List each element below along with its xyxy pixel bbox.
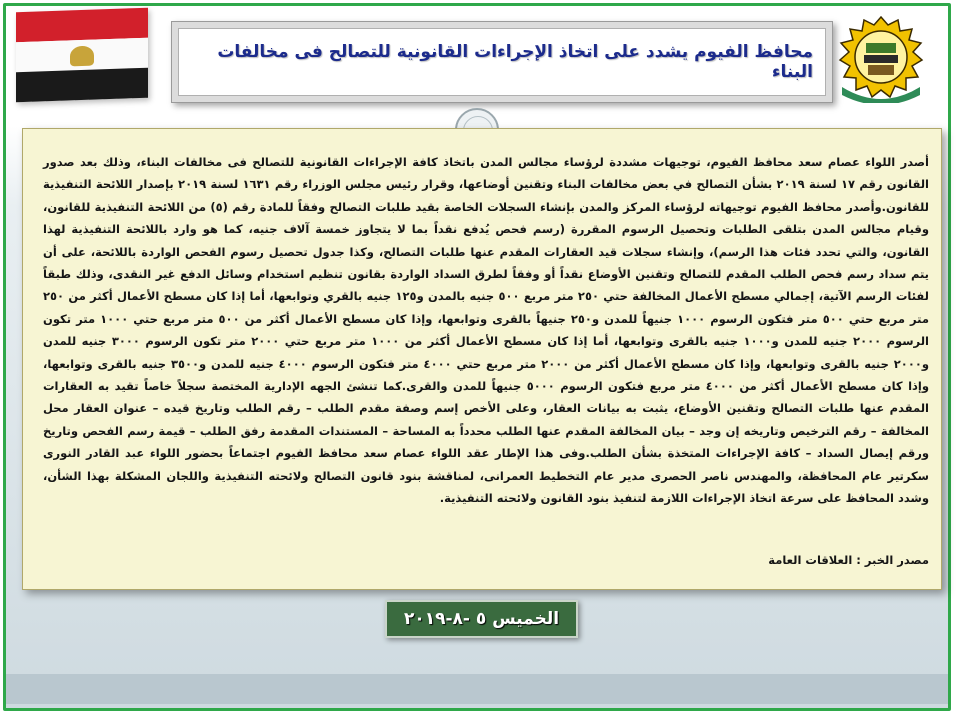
news-source: مصدر الخبر : العلاقات العامة xyxy=(768,553,929,567)
date-badge xyxy=(385,600,578,638)
date-text: الخميس ٥ -٨-٢٠١٩ xyxy=(403,609,560,629)
egypt-flag-icon xyxy=(16,8,148,103)
article-body: أصدر اللواء عصام سعد محافظ الفيوم، توجيهات مشددة لرؤساء مجالس المدن باتخاذ كافة الإجراءات القانونية للتصالح فى مخالفات البناء، وذلك بعد صدور القانون رقم ١٧ لسنة ٢٠١٩ بشأن التصالح في بعض مخالفات البناء وتقنين أوضاعها، وقرار رئيس مجلس الوزراء رقم ١٦٣١ لسنة ٢٠١٩ بإصدار اللائحة التنفيذية للقانون.وأصدر محافظ الفيوم توجيهاته لرؤساء المركز والمدن بإنشاء السجلات الخاصة بقيد طلبات التصالح وفقاً للمادة رقم (٥) من اللائحة التنفيذية للقانون، وقيام مجالس المدن بتلقى الطلبات وتحصيل الرسوم المقررة (رسم فحص يُدفع نقداً بما لا يتجاوز خمسة آلاف جنيه، كما هو وارد باللائحة التنفيذية لهذا القانون، والتي تحدد فئات هذا الرسم)، وإنشاء سجلات قيد العقارات المقدم عنها طلبات التصالح، وكذا جدول تحصيل رسوم الفحص الواردة باللائحة، على أن يتم سداد رسم فحص الطلب المقدم للتصالح وتقنين الأوضاع نقداً أو وفقاً لطرق السداد الواردة بقانون تنظيم استخدام وسائل الدفع غير النقدى، وذلك طبقاً لفئات الرسم الآتية، إجمالي مسطح الأعمال المخالفة حتي ٢٥٠ متر مربع ٥٠٠ جنيه بالمدن و١٢٥ جنيه بالقري وتوابعها، أما إذا كان مسطح الأعمال أكثر من ٢٥٠ متر مربع حتي ٥٠٠ متر فتكون الرسوم ١٠٠٠ جنيهاً للمدن و٢٥٠ جنيهاً بالقرى وتوابعها، وإذا كان مسطح الأعمال أكثر من ٥٠٠ متر مربع حتي ١٠٠٠ متر تكون الرسوم ٢٠٠٠ جنيه للمدن و١٠٠٠ جنيه بالقرى وتوابعها، أما إذا كان مسطح الأعمال أكثر من ١٠٠٠ متر مربع حتي ٢٠٠٠ متر تكون الرسوم ٣٠٠٠ جنيه للمدن و٢٠٠٠ جنيه بالقرى وتوابعها، وإذا كان مسطح الأعمال أكثر من ٢٠٠٠ متر مربع حتي ٤٠٠٠ متر فتكون الرسوم ٤٠٠٠ جنيه للمدن و٣٥٠٠ جنيه بالقرى وتوابعها، وإذا كان مسطح الأعمال أكثر من ٤٠٠٠ متر مربع فتكون الرسوم ٥٠٠٠ جنيهاً للمدن والقرى.كما تنشئ الجهه الإدارية المختصة سجلاً خاصاً تقيد به العقارات المقدم عنها طلبات التصالح وتقنين الأوضاع، يثبت به بيانات العقار، وعلى الأخص إسم وصفة مقدم الطلب – رقم الطلب وتاريخ قيده – عنوان العقار محل المخالفة – رقم الترخيص وتاريخه إن وجد – بيان المخالفة المقدم عنها الطلب محدداً به المساحة – المستندات المقدمة رفق الطلب – قيمة رسم الفحص وتاريخ ورقم إيصال السداد – كافة الإجراءات المتخذة بشأن الطلب.وفى هذا الإطار عقد اللواء عصام سعد محافظ الفيوم اجتماعاً بحضور اللواء عبد القادر النورى سكرتير عام المحافظة، والمهندس ناصر الحصرى مدير عام التخطيط العمرانى، لمناقشة بنود قانون التصالح ولائحته التنفيذية واللجان المشكلة بهذا الشأن، وشدد المحافظ على سرعة اتخاذ الإجراءات اللازمة لتنفيذ بنود القانون ولائحته التنفيذية. xyxy=(43,155,930,506)
eagle-icon xyxy=(70,46,94,67)
header-box xyxy=(171,21,833,103)
governorate-logo-icon xyxy=(836,15,926,103)
page-title: محافظ الفيوم يشدد على اتخاذ الإجراءات القانونية للتصالح فى مخالفات البناء xyxy=(217,42,813,82)
article-box xyxy=(22,128,942,590)
header-inner xyxy=(178,28,826,96)
bottom-band xyxy=(6,674,948,704)
